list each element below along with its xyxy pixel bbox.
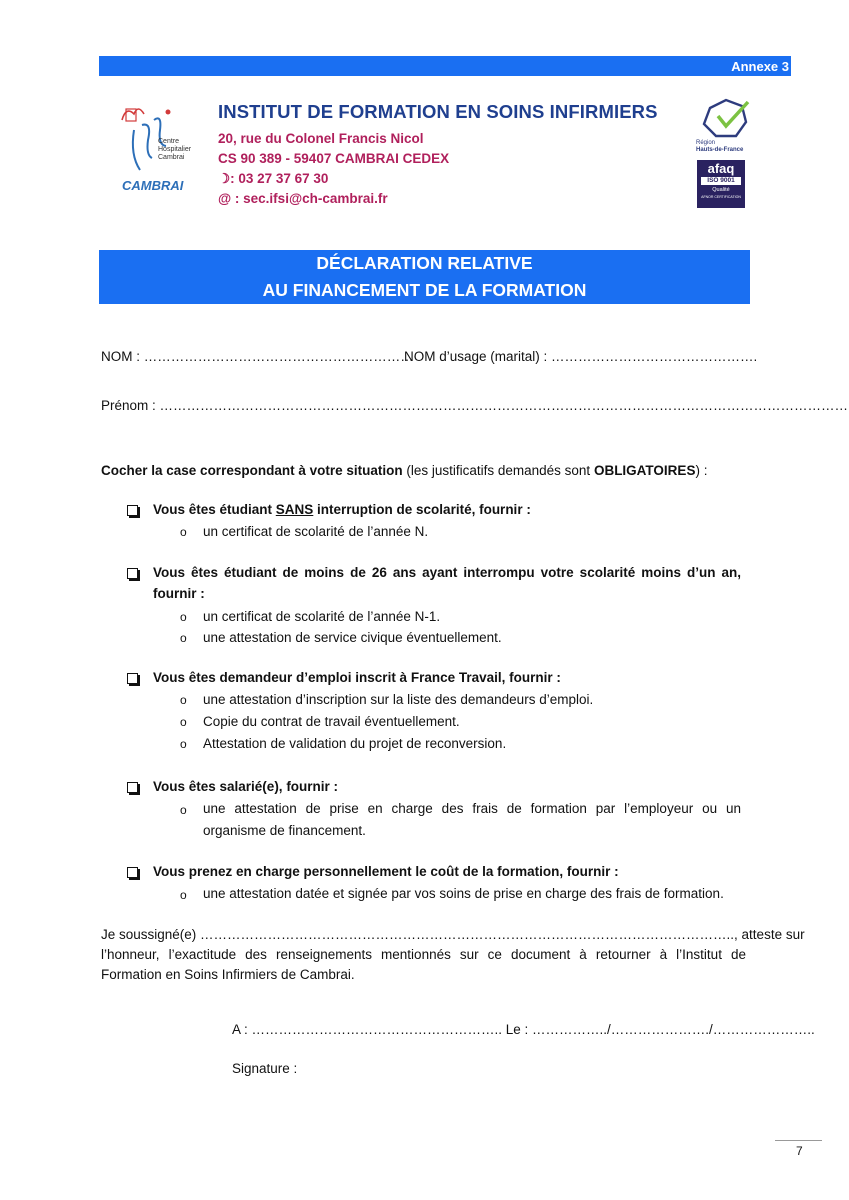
option-student-interrupted: Vous êtes étudiant de moins de 26 ans ayant interrompu votre scolarité moins d’un an, — [153, 565, 741, 580]
institute-name: INSTITUT DE FORMATION EN SOINS INFIRMIERS — [218, 101, 658, 122]
signature-label: Signature : — [232, 1061, 298, 1076]
iso-label: ISO 9001 — [701, 177, 741, 185]
footer-divider — [775, 1140, 822, 1141]
attestation-line-1: Je soussigné(e) ……………………………………………………………………………………………………….., atteste sur — [101, 927, 805, 942]
list-item: une attestation d’inscription sur la liste des demandeurs d’emploi. — [203, 692, 594, 707]
instructions: Cocher la case correspondant à votre situation (les justificatifs demandés sont OBLIGATOIRES) : — [101, 463, 708, 478]
option-student-no-interruption: Vous êtes étudiant SANS interruption de scolarité, fournir : — [153, 502, 531, 517]
annex-label: Annexe 3 — [99, 56, 791, 76]
region-label: Région — [696, 140, 716, 146]
bullet-icon: o — [180, 610, 187, 624]
quality-label: Qualité — [712, 187, 730, 193]
bullet-icon: o — [180, 525, 187, 539]
document-title — [99, 250, 750, 304]
checkbox-self-funded[interactable] — [127, 867, 138, 878]
nom-field[interactable]: NOM : …………………………………………………… — [101, 349, 414, 364]
cambrai-logo-text: CAMBRAI — [122, 178, 184, 193]
list-item: une attestation datée et signée par vos soins de prise en charge des frais de formation. — [203, 886, 724, 901]
option-job-seeker: Vous êtes demandeur d’emploi inscrit à France Travail, fournir : — [153, 670, 561, 685]
bullet-icon: o — [180, 737, 187, 751]
phone-number: ☽: 03 27 37 67 30 — [218, 171, 329, 186]
list-item: Copie du contrat de travail éventuellement. — [203, 714, 460, 729]
region-map-icon — [696, 96, 756, 140]
bullet-icon: o — [180, 888, 187, 902]
list-item: un certificat de scolarité de l’année N-1. — [203, 609, 441, 624]
email-address: @ : sec.ifsi@ch-cambrai.fr — [218, 191, 388, 206]
afaq-iso-9001-logo — [697, 160, 745, 208]
page-number: 7 — [796, 1144, 803, 1158]
option-student-interrupted-cont: fournir : — [153, 586, 205, 601]
list-item: une attestation de prise en charge des frais de formation par l’employeur ou un — [203, 801, 741, 816]
address-line-2: CS 90 389 - 59407 CAMBRAI CEDEX — [218, 151, 450, 166]
list-item: une attestation de service civique éventuellement. — [203, 630, 502, 645]
region-hauts-de-france-logo — [696, 96, 756, 156]
address-line-1: 20, rue du Colonel Francis Nicol — [218, 131, 424, 146]
afnor-label: AFNOR CERTIFICATION — [701, 195, 741, 199]
title-line-1: DÉCLARATION RELATIVE — [316, 253, 533, 273]
attestation-line-2: l’honneur, l’exactitude des renseignements mentionnés sur ce document à retourner à l’Institut de — [101, 947, 746, 962]
checkbox-job-seeker[interactable] — [127, 673, 138, 684]
bullet-icon: o — [180, 631, 187, 645]
option-self-funded: Vous prenez en charge personnellement le coût de la formation, fournir : — [153, 864, 619, 879]
place-date-field[interactable]: A : ……………………………………………….. Le : ……………../…………………./………………….. — [232, 1022, 815, 1037]
checkbox-employee[interactable] — [127, 782, 138, 793]
list-item: un certificat de scolarité de l’année N. — [203, 524, 429, 539]
list-item-cont: organisme de financement. — [203, 823, 366, 838]
list-item: Attestation de validation du projet de reconversion. — [203, 736, 507, 751]
bullet-icon: o — [180, 693, 187, 707]
title-line-2: AU FINANCEMENT DE LA FORMATION — [262, 280, 587, 300]
attestation-line-3: Formation en Soins Infirmiers de Cambrai. — [101, 967, 355, 982]
region-name: Hauts-de-France — [696, 147, 744, 153]
afaq-name: afaq — [707, 161, 735, 176]
checkbox-student-no-interruption[interactable] — [127, 505, 138, 516]
option-employee: Vous êtes salarié(e), fournir : — [153, 779, 339, 794]
bullet-icon: o — [180, 803, 187, 817]
ch-label: Centre Hospitalier Cambrai — [158, 138, 192, 161]
prenom-field[interactable]: Prénom : ……………………………………………………………………………………………………………………………………… — [101, 398, 849, 413]
bullet-icon: o — [180, 715, 187, 729]
checkbox-student-interrupted[interactable] — [127, 568, 138, 579]
nom-usage-field[interactable]: NOM d’usage (marital) : ………………………………………. — [404, 349, 758, 364]
ifsi-cambrai-logo — [112, 100, 202, 200]
